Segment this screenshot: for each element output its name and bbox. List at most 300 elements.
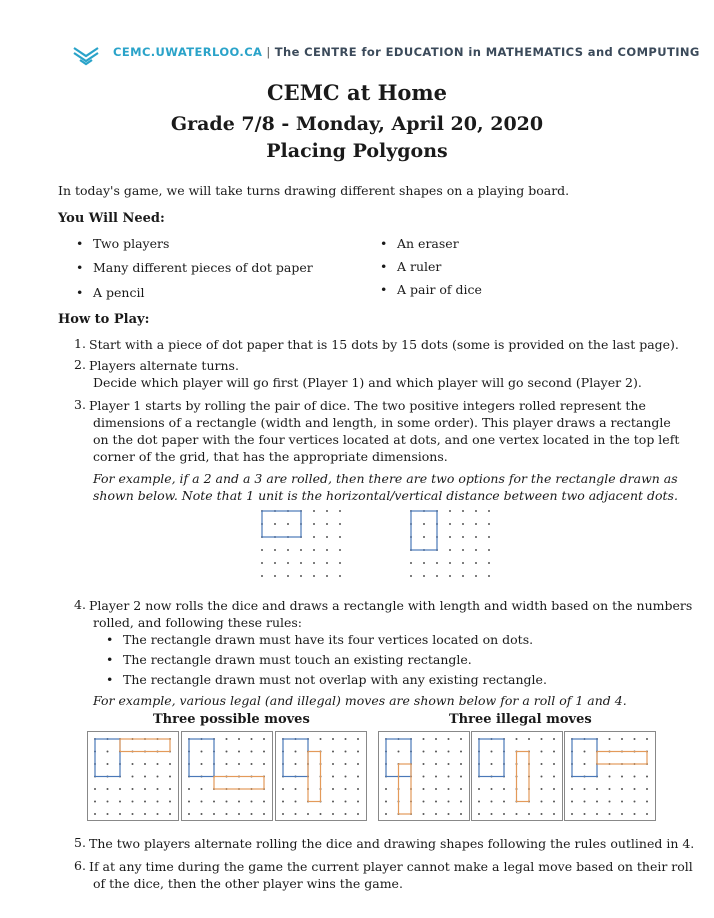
grid-dot (345, 776, 347, 778)
grid-dot (326, 575, 328, 577)
grid-dot (646, 776, 648, 778)
grid-dot (541, 788, 543, 790)
grid-dot (313, 575, 315, 577)
grid-dot (460, 776, 462, 778)
step-4-line: Player 2 now rolls the dice and draws a rectangle with length and width based on the numbers (89, 598, 693, 613)
grid-dot (226, 738, 228, 740)
grid-dot (634, 801, 636, 803)
player-1-rectangle (411, 511, 437, 550)
grid-dot (609, 738, 611, 740)
grid-dot (584, 788, 586, 790)
grid-dot (435, 813, 437, 815)
grid-dot (339, 549, 341, 551)
grid-dot (478, 801, 480, 803)
grid-dot (132, 801, 134, 803)
grid-dot (478, 788, 480, 790)
grid-dot (596, 813, 598, 815)
step-number: 5. (74, 835, 86, 850)
grid-dot (144, 763, 146, 765)
step-number: 1. (74, 336, 86, 351)
grid-dot (251, 813, 253, 815)
grid-dot (251, 738, 253, 740)
grid-dot (300, 549, 302, 551)
grid-dot (646, 788, 648, 790)
illegal-move-grid-1 (378, 731, 470, 821)
grid-dot (460, 813, 462, 815)
grid-dot (282, 801, 284, 803)
grid-dot (423, 788, 425, 790)
grid-dot (435, 788, 437, 790)
step-2-line-2: Decide which player will go first (Player 1) and which player will go second (Player 2). (93, 375, 642, 390)
grid-dot (94, 801, 96, 803)
rule-item: • The rectangle drawn must have its four vertices located on dots. (123, 631, 533, 649)
grid-dot (491, 801, 493, 803)
grid-dot (119, 788, 121, 790)
page-subtitle-date: Grade 7/8 - Monday, April 20, 2020 (170, 113, 544, 135)
grid-dot (132, 776, 134, 778)
grid-dot (107, 801, 109, 803)
grid-dot (357, 738, 359, 740)
grid-dot (385, 788, 387, 790)
grid-dot (132, 813, 134, 815)
grid-dot (478, 813, 480, 815)
grid-dot (238, 738, 240, 740)
grid-dot (553, 751, 555, 753)
grid-dot (157, 813, 159, 815)
player-2-rectangle (214, 777, 264, 790)
grid-dot (263, 813, 265, 815)
grid-dot (263, 751, 265, 753)
grid-dot (571, 801, 573, 803)
grid-dot (339, 536, 341, 538)
grid-dot (449, 536, 451, 538)
grid-dot (144, 788, 146, 790)
grid-dot (475, 575, 477, 577)
step-number: 6. (74, 858, 86, 873)
step-number: 3. (74, 397, 86, 412)
grid-dot (385, 801, 387, 803)
list-item: • A pencil (93, 285, 144, 300)
grid-dot (596, 801, 598, 803)
grid-dot (326, 562, 328, 564)
grid-dot (449, 562, 451, 564)
example-grid-wide (258, 506, 346, 588)
grid-dot (571, 813, 573, 815)
example-grid-tall (407, 506, 495, 588)
grid-dot (553, 763, 555, 765)
rule-item: • The rectangle drawn must touch an existing rectangle. (123, 651, 472, 669)
step-6-line-1: If at any time during the game the current player cannot make a legal move based on their roll (89, 859, 693, 874)
grid-dot (201, 813, 203, 815)
grid-dot (295, 788, 297, 790)
step-3-example: For example, if a 2 and a 3 are rolled, then there are two options for the rectangle drawn as (93, 471, 678, 486)
step-3-line: Player 1 starts by rolling the pair of dice. The two positive integers rolled represent the (89, 398, 646, 413)
grid-dot (646, 801, 648, 803)
grid-dot (436, 562, 438, 564)
grid-dot (460, 763, 462, 765)
step-3-line: dimensions of a rectangle (width and length, in some order). This player draws a rectangle (93, 415, 671, 430)
grid-dot (201, 788, 203, 790)
grid-dot (287, 575, 289, 577)
grid-dot (541, 763, 543, 765)
grid-dot (144, 776, 146, 778)
grid-dot (553, 738, 555, 740)
grid-dot (491, 751, 493, 753)
grid-dot (410, 575, 412, 577)
grid-dot (448, 763, 450, 765)
grid-dot (263, 738, 265, 740)
grid-dot (449, 523, 451, 525)
grid-dot (423, 562, 425, 564)
grid-dot (307, 813, 309, 815)
grid-dot (528, 813, 530, 815)
grid-dot (144, 813, 146, 815)
grid-dot (553, 788, 555, 790)
grid-dot (646, 813, 648, 815)
grid-dot (503, 813, 505, 815)
header-org-name: The CENTRE for EDUCATION in MATHEMATICS and COMPUTING (274, 45, 700, 59)
step-6-line-2: of the dice, then the other player wins the game. (93, 876, 403, 891)
grid-dot (313, 536, 315, 538)
grid-dot (609, 801, 611, 803)
player-2-rectangle (399, 764, 412, 814)
grid-dot (238, 813, 240, 815)
grid-dot (295, 763, 297, 765)
grid-dot (282, 788, 284, 790)
header-separator: | (266, 45, 271, 59)
step-3-example: shown below. Note that 1 unit is the horizontal/vertical distance between two adjacent dots. (93, 488, 678, 503)
grid-dot (144, 801, 146, 803)
grid-dot (491, 763, 493, 765)
player-1-rectangle (262, 511, 301, 537)
grid-dot (435, 738, 437, 740)
grid-dot (584, 763, 586, 765)
grid-dot (201, 763, 203, 765)
activity-title: Placing Polygons (266, 140, 448, 162)
grid-dot (107, 751, 109, 753)
grid-dot (295, 751, 297, 753)
grid-dot (584, 813, 586, 815)
grid-dot (541, 738, 543, 740)
grid-dot (435, 751, 437, 753)
grid-dot (226, 813, 228, 815)
grid-dot (462, 510, 464, 512)
grid-dot (345, 788, 347, 790)
grid-dot (169, 813, 171, 815)
grid-dot (449, 549, 451, 551)
grid-dot (503, 788, 505, 790)
grid-dot (448, 776, 450, 778)
grid-dot (238, 751, 240, 753)
grid-dot (357, 788, 359, 790)
grid-dot (274, 523, 276, 525)
grid-dot (339, 510, 341, 512)
grid-dot (571, 788, 573, 790)
grid-dot (345, 801, 347, 803)
grid-dot (460, 788, 462, 790)
grid-dot (541, 776, 543, 778)
illegal-move-grid-2 (471, 731, 563, 821)
grid-dot (423, 801, 425, 803)
grid-dot (460, 738, 462, 740)
grid-dot (300, 575, 302, 577)
step-1-text: Start with a piece of dot paper that is 15 dots by 15 dots (some is provided on the last page). (89, 337, 679, 352)
grid-dot (326, 536, 328, 538)
page-title: CEMC at Home (266, 80, 448, 105)
grid-dot (621, 738, 623, 740)
grid-dot (263, 801, 265, 803)
player-1-rectangle (95, 739, 120, 777)
grid-dot (357, 801, 359, 803)
grid-dot (541, 813, 543, 815)
grid-dot (119, 813, 121, 815)
grid-dot (584, 801, 586, 803)
step-2-line-1: Players alternate turns. (89, 358, 239, 373)
list-item: • A pair of dice (397, 282, 482, 297)
list-item: • Many different pieces of dot paper (93, 260, 313, 275)
grid-dot (553, 776, 555, 778)
grid-dot (201, 751, 203, 753)
grid-dot (251, 801, 253, 803)
grid-dot (213, 813, 215, 815)
grid-dot (435, 776, 437, 778)
how-heading: How to Play: (58, 312, 150, 327)
grid-dot (188, 801, 190, 803)
grid-dot (448, 738, 450, 740)
grid-dot (357, 813, 359, 815)
grid-dot (345, 763, 347, 765)
cemc-logo-icon (72, 44, 104, 66)
step-4-line: rolled, and following these rules: (93, 615, 303, 630)
step-3-line: corner of the grid, that has the appropriate dimensions. (93, 449, 448, 464)
grid-dot (157, 801, 159, 803)
grid-dot (475, 510, 477, 512)
need-heading: You Will Need: (58, 211, 165, 226)
grid-dot (261, 562, 263, 564)
grid-dot (169, 776, 171, 778)
grid-dot (332, 763, 334, 765)
grid-dot (332, 738, 334, 740)
grid-dot (488, 523, 490, 525)
grid-dot (503, 801, 505, 803)
grid-dot (300, 562, 302, 564)
grid-dot (94, 788, 96, 790)
grid-dot (188, 813, 190, 815)
grid-dot (287, 562, 289, 564)
step-5-text: The two players alternate rolling the dice and drawing shapes following the rules outlined in 4. (89, 836, 695, 851)
grid-dot (621, 788, 623, 790)
grid-dot (596, 788, 598, 790)
grid-dot (332, 788, 334, 790)
list-item: • A ruler (397, 259, 441, 274)
grid-dot (226, 751, 228, 753)
illegal-moves-caption: Three illegal moves (449, 712, 592, 727)
illegal-move-grid-3 (564, 731, 656, 821)
grid-dot (332, 813, 334, 815)
grid-dot (528, 738, 530, 740)
grid-dot (169, 763, 171, 765)
grid-dot (385, 813, 387, 815)
grid-dot (332, 801, 334, 803)
player-1-rectangle (572, 739, 597, 777)
dot-grid (410, 510, 490, 588)
grid-dot (169, 788, 171, 790)
grid-dot (448, 813, 450, 815)
grid-dot (238, 801, 240, 803)
grid-dot (261, 549, 263, 551)
list-item: • An eraser (397, 236, 459, 251)
legal-move-grid-2 (181, 731, 273, 821)
grid-dot (449, 575, 451, 577)
grid-dot (238, 763, 240, 765)
grid-dot (213, 801, 215, 803)
grid-dot (320, 738, 322, 740)
grid-dot (646, 738, 648, 740)
grid-dot (132, 788, 134, 790)
grid-dot (423, 575, 425, 577)
grid-dot (313, 562, 315, 564)
grid-dot (339, 523, 341, 525)
grid-dot (609, 813, 611, 815)
grid-dot (201, 801, 203, 803)
grid-dot (226, 801, 228, 803)
grid-dot (332, 776, 334, 778)
legal-move-grid-3 (275, 731, 367, 821)
grid-dot (188, 788, 190, 790)
step-3-line: on the dot paper with the four vertices located at dots, and one vertex located in the top left (93, 432, 680, 447)
grid-dot (491, 813, 493, 815)
grid-dot (295, 801, 297, 803)
grid-dot (621, 801, 623, 803)
legal-moves-caption: Three possible moves (153, 712, 310, 727)
grid-dot (460, 801, 462, 803)
grid-dot (326, 549, 328, 551)
grid-dot (553, 801, 555, 803)
grid-dot (448, 801, 450, 803)
grid-dot (287, 549, 289, 551)
grid-dot (313, 549, 315, 551)
grid-dot (261, 575, 263, 577)
grid-dot (423, 751, 425, 753)
grid-dot (132, 763, 134, 765)
grid-dot (553, 813, 555, 815)
grid-dot (448, 751, 450, 753)
grid-dot (107, 788, 109, 790)
grid-dot (516, 813, 518, 815)
grid-dot (357, 763, 359, 765)
grid-dot (345, 813, 347, 815)
grid-dot (320, 813, 322, 815)
grid-dot (332, 751, 334, 753)
grid-dot (488, 549, 490, 551)
grid-dot (609, 776, 611, 778)
grid-dot (462, 562, 464, 564)
grid-dot (462, 575, 464, 577)
grid-dot (462, 523, 464, 525)
grid-dot (157, 788, 159, 790)
grid-dot (274, 562, 276, 564)
grid-dot (475, 562, 477, 564)
grid-dot (339, 562, 341, 564)
grid-dot (295, 813, 297, 815)
grid-dot (274, 549, 276, 551)
grid-dot (107, 763, 109, 765)
grid-dot (345, 751, 347, 753)
grid-dot (634, 738, 636, 740)
grid-dot (488, 510, 490, 512)
grid-dot (436, 575, 438, 577)
grid-dot (435, 763, 437, 765)
player-2-rectangle (308, 752, 321, 802)
grid-dot (345, 738, 347, 740)
page-header (113, 45, 700, 59)
player-2-rectangle (597, 752, 647, 765)
grid-dot (584, 751, 586, 753)
grid-dot (107, 813, 109, 815)
player-1-rectangle (189, 739, 214, 777)
grid-dot (435, 801, 437, 803)
grid-dot (609, 788, 611, 790)
list-item: • Two players (93, 236, 169, 251)
grid-dot (398, 751, 400, 753)
player-2-rectangle (517, 752, 530, 802)
player-2-rectangle (120, 739, 170, 752)
grid-dot (488, 562, 490, 564)
grid-dot (169, 801, 171, 803)
grid-dot (462, 549, 464, 551)
grid-dot (339, 575, 341, 577)
grid-dot (226, 763, 228, 765)
grid-dot (313, 523, 315, 525)
grid-dot (357, 751, 359, 753)
grid-dot (313, 510, 315, 512)
step-number: 4. (74, 597, 86, 612)
grid-dot (251, 751, 253, 753)
grid-dot (357, 776, 359, 778)
grid-dot (634, 788, 636, 790)
grid-dot (326, 510, 328, 512)
grid-dot (621, 776, 623, 778)
player-1-rectangle (283, 739, 308, 777)
grid-dot (423, 536, 425, 538)
grid-dot (326, 523, 328, 525)
grid-dot (448, 788, 450, 790)
grid-dot (263, 763, 265, 765)
grid-dot (423, 523, 425, 525)
grid-dot (488, 575, 490, 577)
grid-dot (274, 575, 276, 577)
grid-dot (157, 763, 159, 765)
site-link[interactable]: CEMC.UWATERLOO.CA (113, 45, 263, 59)
grid-dot (488, 536, 490, 538)
grid-dot (423, 738, 425, 740)
grid-dot (287, 523, 289, 525)
legal-move-grid-1 (87, 731, 179, 821)
grid-dot (251, 763, 253, 765)
player-1-rectangle (479, 739, 504, 777)
grid-dot (475, 523, 477, 525)
rule-item: • The rectangle drawn must not overlap with any existing rectangle. (123, 671, 547, 689)
grid-dot (475, 536, 477, 538)
intro-text: In today's game, we will take turns drawing different shapes on a playing board. (58, 183, 570, 198)
grid-dot (634, 813, 636, 815)
grid-dot (541, 801, 543, 803)
grid-dot (410, 562, 412, 564)
grid-dot (475, 549, 477, 551)
grid-dot (423, 763, 425, 765)
grid-dot (157, 776, 159, 778)
grid-dot (491, 788, 493, 790)
